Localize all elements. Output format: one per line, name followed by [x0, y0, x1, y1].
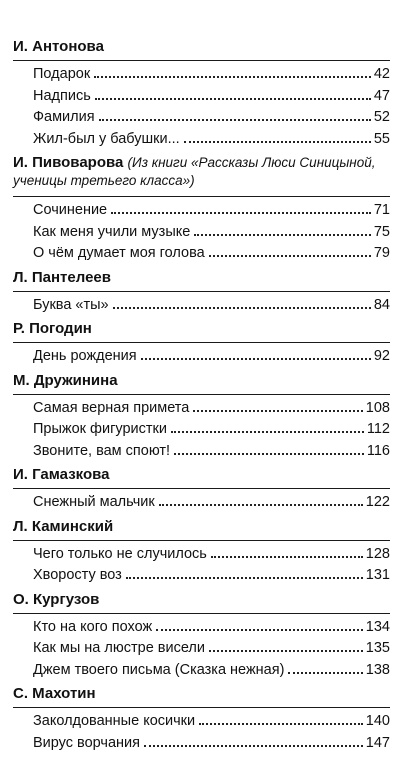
entry-list [13, 544, 390, 587]
toc-entry [13, 419, 390, 441]
author-heading [13, 372, 390, 395]
page-number: 112 [366, 421, 390, 437]
dot-leader [211, 556, 363, 558]
dot-leader [94, 76, 371, 78]
toc-entry [13, 64, 390, 86]
toc-entry [13, 441, 390, 463]
toc-entry [13, 617, 390, 639]
page-number: 108 [365, 399, 390, 416]
page-number: 131 [365, 567, 390, 583]
author-name: И. Гамазкова [13, 466, 110, 483]
page-number: 147 [365, 734, 390, 751]
page-number: 52 [373, 109, 390, 125]
entry-title: День рождения [33, 348, 137, 364]
entry-list [13, 711, 390, 754]
author-name: И. Антонова [13, 38, 104, 55]
entry-title: Надпись [33, 87, 91, 104]
author-heading [13, 269, 390, 292]
author-heading [13, 38, 390, 61]
page-number: 71 [373, 202, 390, 218]
toc-entry [13, 295, 390, 317]
author-heading [13, 591, 390, 614]
entry-list [13, 492, 390, 514]
entry-list [13, 617, 390, 682]
toc-section [13, 685, 390, 758]
toc-entry [13, 107, 390, 129]
dot-leader [156, 629, 363, 631]
toc-section [13, 466, 390, 518]
toc-section [13, 38, 390, 154]
toc-entry [13, 638, 390, 660]
page-number: 75 [373, 223, 390, 240]
book-note: (Из книги «Рассказы Люси Синицыной, ученицы третьего класса») [13, 155, 376, 188]
page-number: 134 [365, 618, 390, 635]
author-name: Р. Погодин [13, 320, 92, 337]
entry-title: Подарок [33, 66, 91, 82]
author-name: Л. Пантелеев [13, 268, 111, 286]
entry-title: Снежный мальчик [33, 494, 155, 510]
dot-leader [193, 410, 362, 412]
dot-leader [199, 723, 363, 725]
page-number: 128 [365, 545, 390, 562]
toc-section [13, 518, 390, 591]
author-heading [13, 320, 390, 343]
entry-title: Самая верная примета [33, 399, 190, 416]
dot-leader [159, 504, 363, 506]
toc-entry [13, 733, 390, 755]
dot-leader [194, 234, 371, 236]
toc-entry [13, 711, 390, 733]
entry-title: Вирус ворчания [33, 734, 140, 751]
page-number: 55 [373, 130, 390, 147]
entry-title: Чего только не случилось [33, 545, 207, 562]
dot-leader [288, 672, 362, 674]
toc-section [13, 269, 390, 321]
toc-entry [13, 86, 390, 108]
dot-leader [111, 212, 371, 214]
page-number: 116 [366, 442, 390, 459]
entry-list [13, 346, 390, 368]
dot-leader [209, 650, 363, 652]
author-heading [13, 466, 390, 489]
toc-section [13, 591, 390, 686]
author-name: И. Пивоварова [13, 154, 124, 171]
entry-title: Звоните, вам споют! [33, 442, 171, 459]
toc-entry [13, 222, 390, 244]
dot-leader [95, 98, 371, 100]
page-number: 79 [373, 245, 390, 261]
entry-list [13, 64, 390, 150]
toc-entry [13, 492, 390, 514]
page-number: 138 [365, 661, 390, 678]
page-number: 42 [373, 66, 390, 82]
entry-title: Хворосту воз [33, 567, 122, 583]
entry-title: Кто на кого похож [33, 618, 153, 635]
toc-entry [13, 398, 390, 420]
dot-leader [144, 745, 363, 747]
page-number: 92 [373, 348, 390, 364]
dot-leader [209, 255, 371, 257]
author-name: М. Дружинина [13, 371, 118, 389]
toc-section [13, 154, 390, 269]
entry-title: Буква «ты» [33, 296, 109, 313]
toc-entry [13, 346, 390, 368]
author-heading [13, 685, 390, 708]
entry-title: Заколдованные косички [33, 713, 196, 729]
entry-title: Как мы на люстре висели [33, 640, 205, 656]
entry-title: О чём думает моя голова [33, 245, 205, 261]
toc-entry [13, 565, 390, 587]
page-number: 140 [365, 713, 390, 729]
entry-title: Как меня учили музыке [33, 223, 191, 240]
author-name: С. Махотин [13, 685, 96, 702]
author-name: Л. Каминский [13, 517, 114, 535]
toc-entry [13, 660, 390, 682]
entry-title: Фамилия [33, 109, 95, 125]
toc-entry [13, 544, 390, 566]
toc-entry [13, 200, 390, 222]
author-heading [13, 518, 390, 541]
author-heading [13, 154, 390, 197]
page-number: 47 [373, 87, 390, 104]
toc-section [13, 372, 390, 467]
dot-leader [184, 141, 371, 143]
dot-leader [171, 431, 364, 433]
entry-list [13, 200, 390, 265]
toc-section [13, 320, 390, 372]
dot-leader [99, 119, 371, 121]
entry-title: Жил-был у бабушки... [33, 130, 180, 147]
dot-leader [141, 358, 371, 360]
page-number: 122 [365, 494, 390, 510]
entry-title: Джем твоего письма (Сказка нежная) [33, 661, 285, 678]
toc-entry [13, 129, 390, 151]
entry-list [13, 295, 390, 317]
entry-title: Прыжок фигуристки [33, 421, 167, 437]
page-number: 135 [365, 640, 390, 656]
dot-leader [174, 453, 364, 455]
dot-leader [113, 307, 371, 309]
page-number: 84 [373, 296, 390, 313]
toc-entry [13, 243, 390, 265]
entry-title: Сочинение [33, 202, 108, 218]
author-name: О. Кургузов [13, 590, 100, 608]
dot-leader [126, 577, 363, 579]
entry-list [13, 398, 390, 463]
